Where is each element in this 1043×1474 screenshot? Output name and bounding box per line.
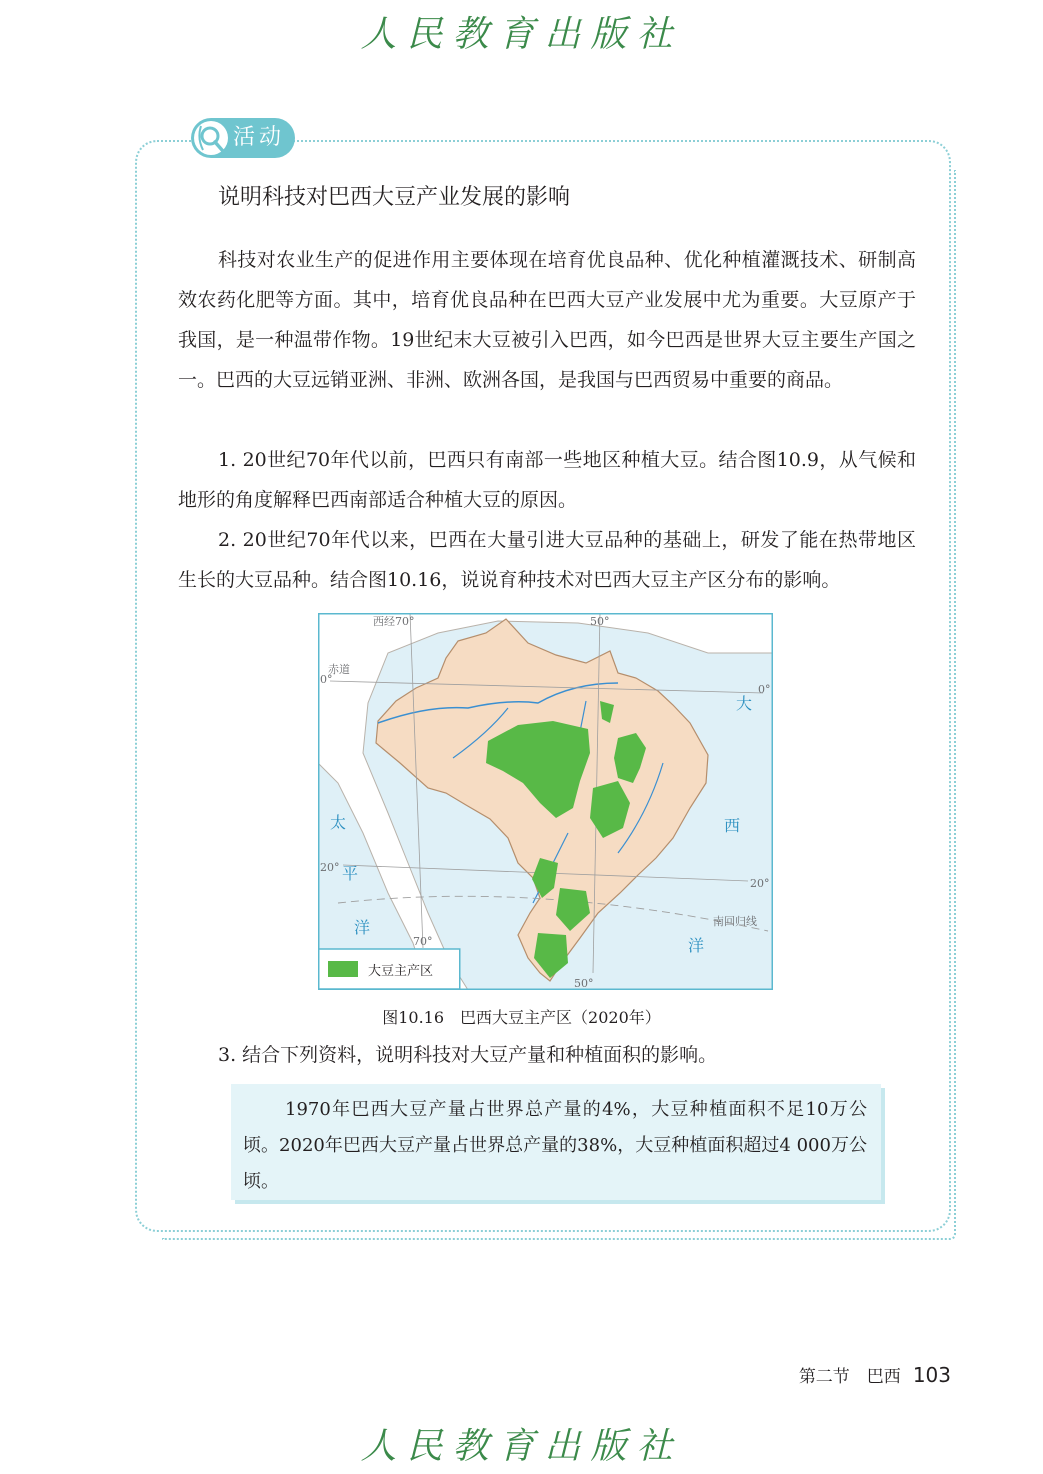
intro-paragraph: 科技对农业生产的促进作用主要体现在培育优良品种、优化种植灌溉技术、研制高效农药化肥等方面。其中，培育优良品种在巴西大豆产业发展中尤为重要。大豆原产于我国，是一种温带作物。19世纪末大豆被引入巴西，如今巴西是世界大豆主要生产国之一。巴西的大豆远销亚洲、非洲、欧洲各国，是我国与巴西贸易中重要的商品。 bbox=[178, 249, 916, 391]
page-footer bbox=[799, 1362, 951, 1387]
legend-label: 大豆主产区 bbox=[368, 964, 434, 979]
label-west70: 西经70° bbox=[373, 615, 415, 628]
label-20-right: 20° bbox=[750, 877, 770, 890]
question-3: 3. 结合下列资料，说明科技对大豆产量和种植面积的影响。 bbox=[218, 1044, 718, 1066]
label-equator: 赤道 bbox=[328, 663, 350, 676]
label-zero-left: 0° bbox=[320, 673, 333, 686]
label-20-left: 20° bbox=[320, 861, 340, 874]
question-2: 2. 20世纪70年代以来，巴西在大量引进大豆品种的基础上，研发了能在热带地区生长的大豆品种。结合图10.16，说说育种技术对巴西大豆主产区分布的影响。 bbox=[178, 529, 916, 591]
material-text: 1970年巴西大豆产量占世界总产量的4%，大豆种植面积不足10万公顷。2020年巴西大豆产量占世界总产量的38%，大豆种植面积超过4 000万公顷。 bbox=[243, 1099, 867, 1192]
activity-badge bbox=[191, 118, 295, 158]
activity-title: 说明科技对巴西大豆产业发展的影响 bbox=[218, 185, 571, 210]
label-50-bottom: 50° bbox=[574, 977, 594, 990]
magnifier-icon bbox=[193, 120, 229, 156]
label-tropic: 南回归线 bbox=[713, 915, 757, 928]
page-number: 103 bbox=[912, 1363, 951, 1387]
label-pacific-1: 太 bbox=[330, 813, 347, 832]
label-atlantic-1: 大 bbox=[736, 694, 753, 713]
label-50-top: 50° bbox=[590, 615, 610, 628]
figure-caption: 图10.16 巴西大豆主产区（2020年） bbox=[382, 1008, 661, 1027]
map-legend bbox=[319, 949, 460, 989]
label-70-bottom: 70° bbox=[413, 935, 433, 948]
publisher-watermark-top: 人民教育出版社 bbox=[360, 14, 683, 55]
label-atlantic-3: 洋 bbox=[688, 936, 705, 955]
question-1: 1. 20世纪70年代以前，巴西只有南部一些地区种植大豆。结合图10.9，从气候和地形的角度解释巴西南部适合种植大豆的原因。 bbox=[178, 449, 916, 511]
label-zero-right: 0° bbox=[758, 683, 771, 696]
brazil-soybean-map bbox=[318, 613, 773, 990]
label-atlantic-2: 西 bbox=[724, 816, 741, 835]
footer-section: 第二节 巴西 bbox=[798, 1367, 901, 1387]
material-box bbox=[231, 1084, 881, 1200]
publisher-watermark-bottom: 人民教育出版社 bbox=[360, 1426, 683, 1467]
label-pacific-3: 洋 bbox=[354, 918, 371, 937]
activity-badge-label: 活动 bbox=[233, 125, 286, 150]
legend-swatch bbox=[328, 961, 358, 977]
label-pacific-2: 平 bbox=[342, 864, 359, 883]
